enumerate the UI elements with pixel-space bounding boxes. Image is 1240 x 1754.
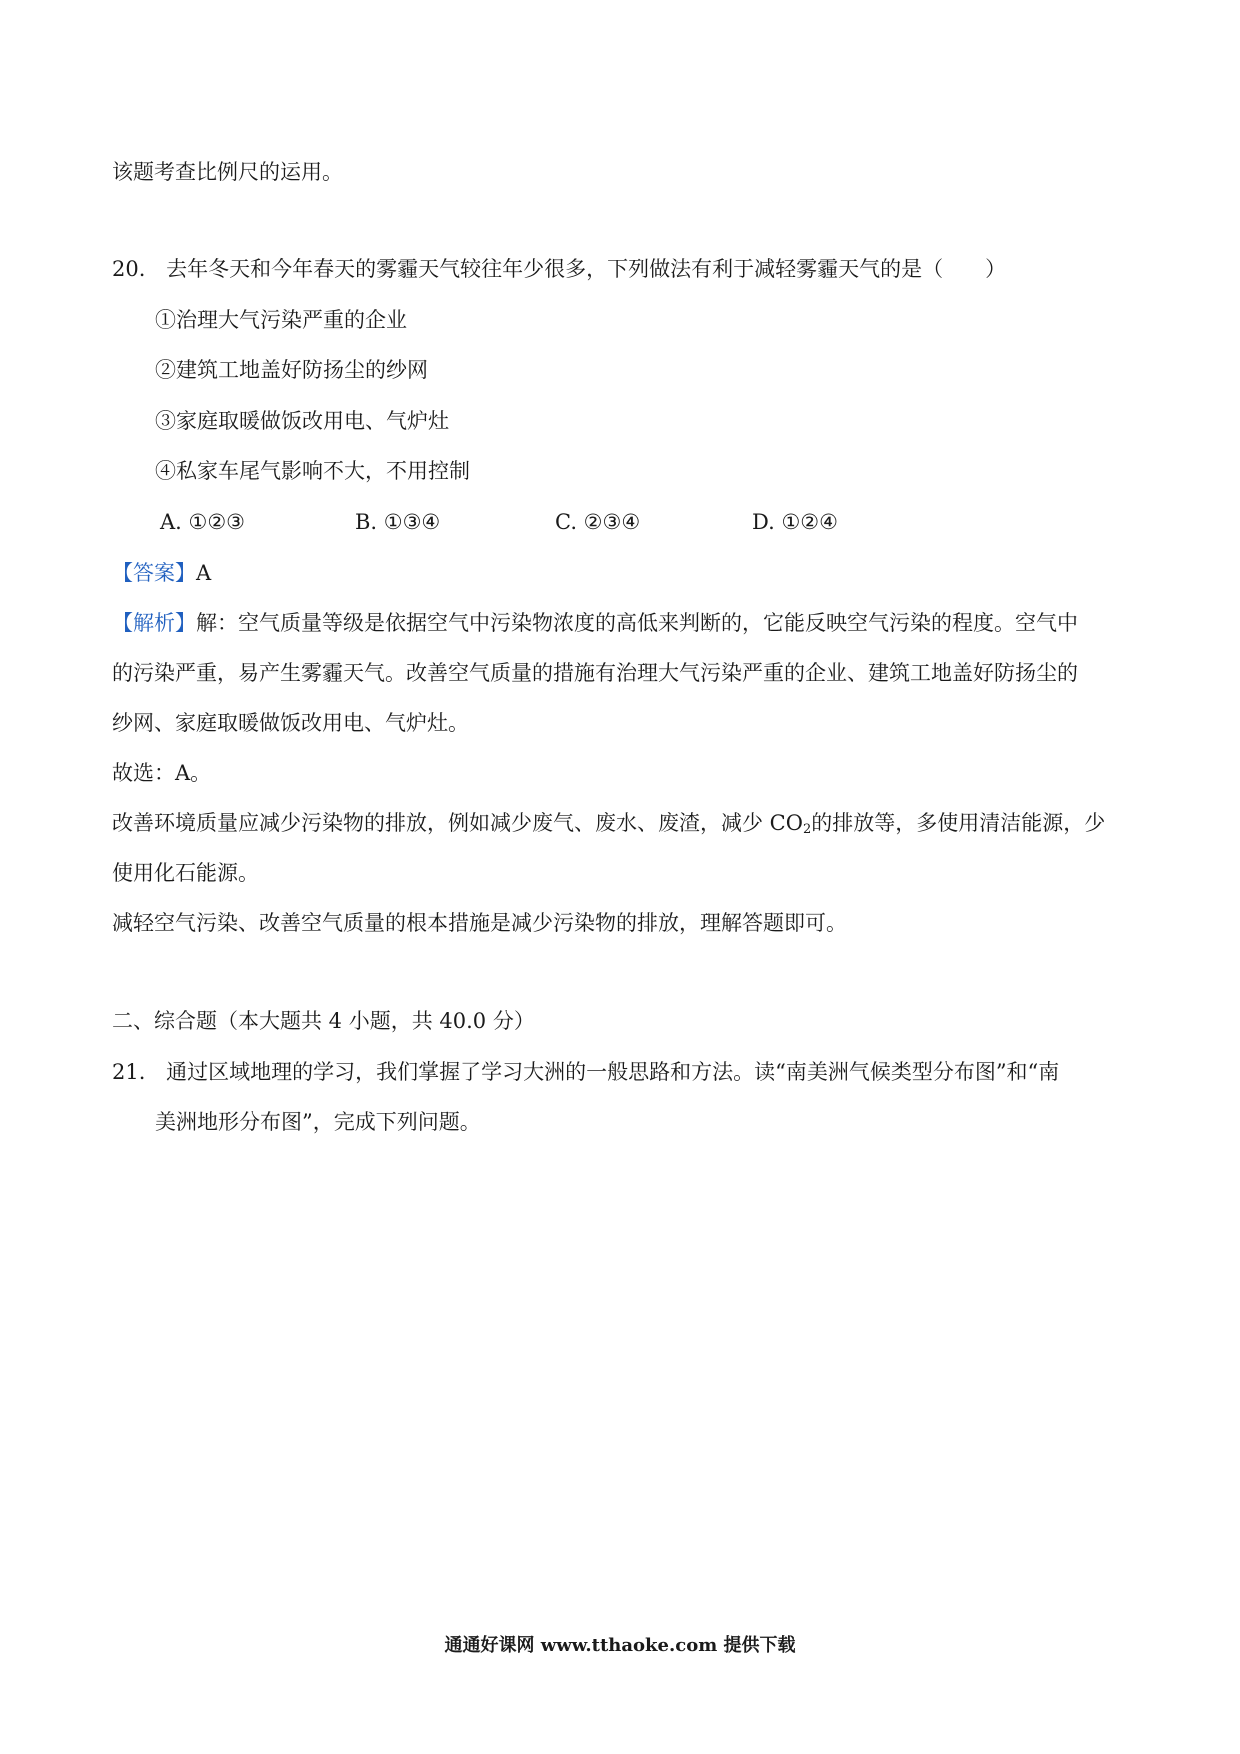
intro-text: 该题考查比例尺的运用。 xyxy=(112,160,343,184)
statement-3: ③家庭取暖做饭改用电、气炉灶 xyxy=(155,409,449,433)
analysis-text-1: 解：空气质量等级是依据空气中污染物浓度的高低来判断的，它能反映空气污染的程度。空气中 xyxy=(196,611,1078,635)
statement-2: ②建筑工地盖好防扬尘的纱网 xyxy=(155,358,428,382)
co2-subscript: 2 xyxy=(802,822,812,837)
conclusion: 故选：A。 xyxy=(112,761,212,785)
statement-1: ①治理大气污染严重的企业 xyxy=(155,308,407,332)
option-a: A. ①②③ xyxy=(160,510,245,534)
note-line-2: 使用化石能源。 xyxy=(112,861,259,885)
analysis-label: 【解析】 xyxy=(112,611,196,635)
question-21-line-1 xyxy=(112,1058,1059,1086)
page-footer: 通通好课网 www.tthaoke.com 提供下载 xyxy=(444,1635,796,1656)
section-heading: 二、综合题（本大题共 4 小题，共 40.0 分） xyxy=(112,1009,535,1033)
analysis-line-3: 纱网、家庭取暖做饭改用电、气炉灶。 xyxy=(112,711,469,735)
summary: 减轻空气污染、改善空气质量的根本措施是减少污染物的排放，理解答题即可。 xyxy=(112,911,847,935)
question-20-stem xyxy=(112,255,1006,283)
answer-label: 【答案】 xyxy=(112,561,196,585)
note-text-after: 的排放等，多使用清洁能源，少 xyxy=(811,811,1106,835)
note-text-before: 改善环境质量应减少污染物的排放，例如减少废气、废水、废渣，减少 CO xyxy=(112,811,803,835)
question-21-line-2: 美洲地形分布图”，完成下列问题。 xyxy=(155,1110,481,1134)
option-d: D. ①②④ xyxy=(752,510,838,534)
statement-4: ④私家车尾气影响不大，不用控制 xyxy=(155,459,470,483)
analysis-line-1 xyxy=(112,609,1078,637)
option-b: B. ①③④ xyxy=(355,510,441,534)
question-20-number: 20. xyxy=(112,257,146,281)
option-c: C. ②③④ xyxy=(555,510,641,534)
answer-value: A xyxy=(196,561,212,585)
question-21-number: 21. xyxy=(112,1060,146,1084)
question-21-text-1: 通过区域地理的学习，我们掌握了学习大洲的一般思路和方法。读“南美洲气候类型分布图”和“南 xyxy=(166,1060,1060,1084)
note-line-1 xyxy=(112,809,1105,844)
analysis-line-2: 的污染严重，易产生雾霾天气。改善空气质量的措施有治理大气污染严重的企业、建筑工地盖好防扬尘的 xyxy=(112,661,1078,685)
question-20-text: 去年冬天和今年春天的雾霾天气较往年少很多，下列做法有利于减轻雾霾天气的是（ ） xyxy=(166,257,1007,281)
answer-line xyxy=(112,559,211,587)
